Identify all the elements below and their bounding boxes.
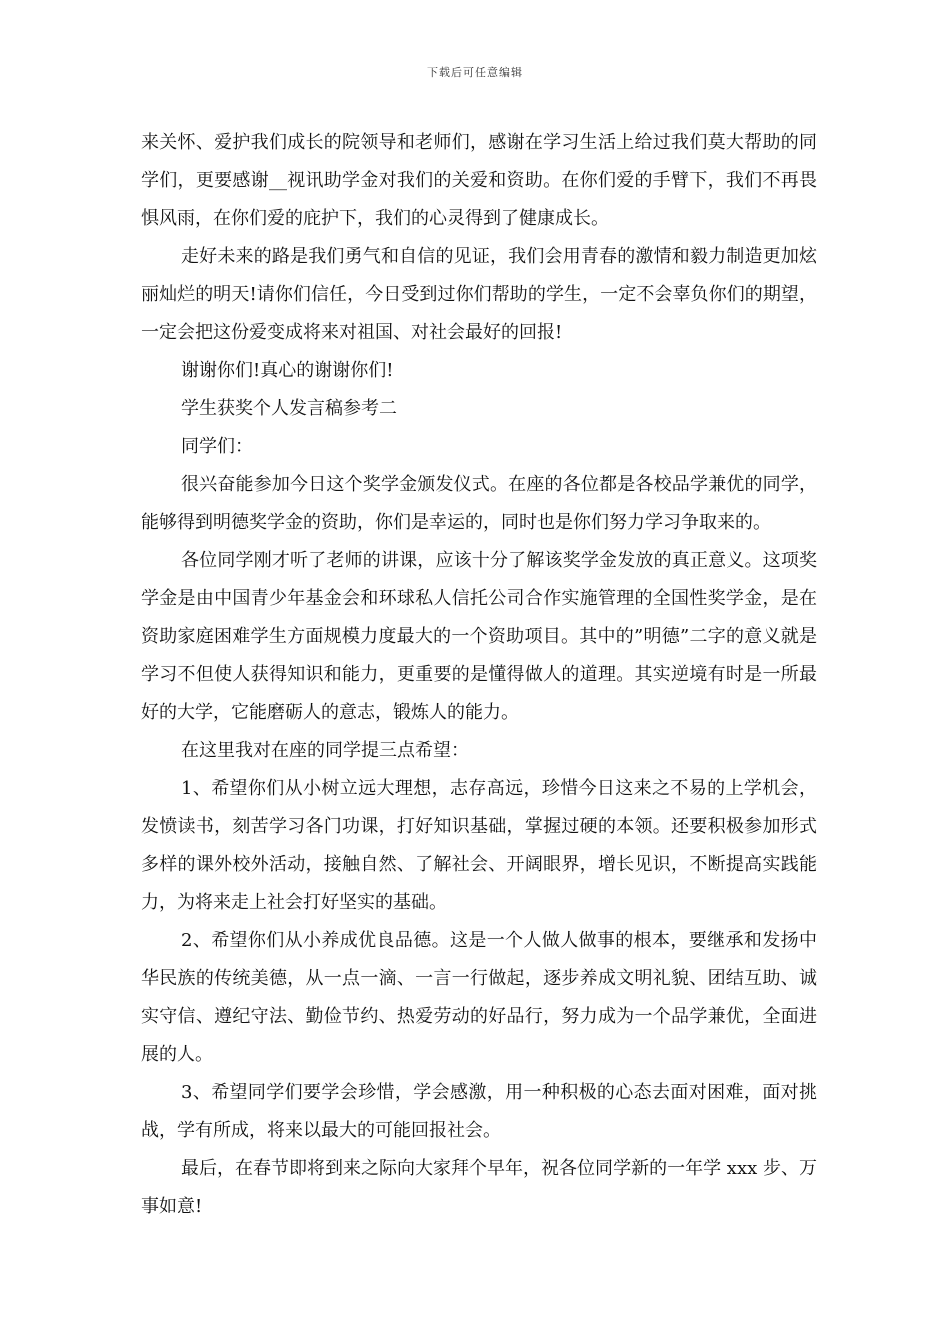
paragraph-3: 谢谢你们!真心的谢谢你们! (181, 360, 394, 381)
hope-item-1: 1、希望你们从小树立远大理想，志存高远，珍惜今日这来之不易的上学机会，发愤读书，刻苦学习各门功课，打好知识基础，掌握过硬的本领。还要积极参加形式多样的课外校外活动，接触自然、了解社会、开阔眼界，增长见识，不断提高实践能力，为将来走上社会打好坚实的基础。 (141, 778, 817, 913)
paragraph-6: 很兴奋能参加今日这个奖学金颁发仪式。在座的各位都是各校品学兼优的同学，能够得到明德奖学金的资助，你们是幸运的，同时也是你们努力学习争取来的。 (141, 474, 817, 533)
closing-paragraph: 最后，在春节即将到来之际向大家拜个早年，祝各位同学新的一年学 xxx 步、万事如意! (141, 1158, 817, 1217)
page-header-note: 下载后可任意编辑 (427, 66, 523, 79)
paragraph-8: 在这里我对在座的同学提三点希望： (181, 740, 469, 761)
document-body (141, 124, 817, 1226)
paragraph-1: 来关怀、爱护我们成长的院领导和老师们，感谢在学习生活上给过我们莫大帮助的同学们，更要感谢__视讯助学金对我们的关爱和资助。在你们爱的手臂下，我们不再畏惧风雨，在你们爱的庇护下，我们的心灵得到了健康成长。 (141, 132, 817, 229)
paragraph-2: 走好未来的路是我们勇气和自信的见证，我们会用青春的激情和毅力制造更加炫丽灿烂的明天!请你们信任，今日受到过你们帮助的学生，一定不会辜负你们的期望，一定会把这份爱变成将来对祖国、对社会最好的回报! (141, 246, 817, 343)
paragraph-7: 各位同学刚才听了老师的讲课，应该十分了解该奖学金发放的真正意义。这项奖学金是由中国青少年基金会和环球私人信托公司合作实施管理的全国性奖学金，是在资助家庭困难学生方面规模力度最大的一个资助项目。其中的”明德”二字的意义就是学习不但使人获得知识和能力，更重要的是懂得做人的道理。其实逆境有时是一所最好的大学，它能磨砺人的意志，锻炼人的能力。 (141, 550, 817, 723)
hope-item-2: 2、希望你们从小养成优良品德。这是一个人做人做事的根本，要继承和发扬中华民族的传统美德，从一点一滴、一言一行做起，逐步养成文明礼貌、团结互助、诚实守信、遵纪守法、勤俭节约、热爱劳动的好品行，努力成为一个品学兼优，全面进展的人。 (141, 930, 817, 1065)
section-title: 学生获奖个人发言稿参考二 (181, 398, 397, 419)
hope-item-3: 3、希望同学们要学会珍惜，学会感激，用一种积极的心态去面对困难，面对挑战，学有所成，将来以最大的可能回报社会。 (141, 1082, 817, 1141)
salutation: 同学们： (181, 436, 253, 457)
